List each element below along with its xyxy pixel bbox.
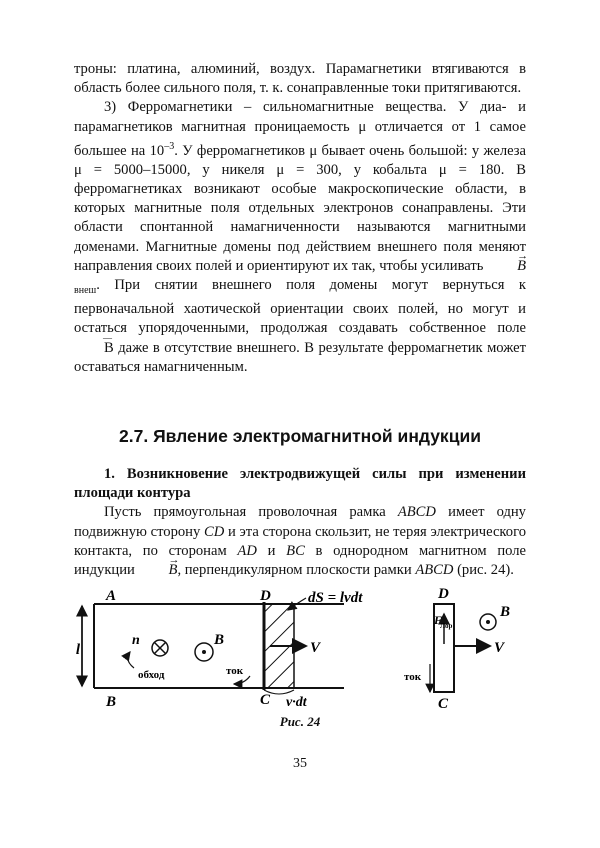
figure-caption: Рис. 24 [279, 714, 321, 729]
obhod-label: обход [138, 669, 165, 681]
n-label: n [132, 633, 140, 648]
vdt-label: v·dt [286, 695, 307, 710]
label-a: A [106, 588, 117, 604]
v-label: V [310, 640, 321, 656]
right-v-label: V [494, 640, 505, 656]
paragraph-2: 3) Ферромагнетики – сильномагнитные вещества. У диа- и парамагнетиков магнитная проницаемость μ отличается от 1 самое большее на $10^{-3}$. У ферромагнетиков μ бывает очень большой: у железа μ = 5000–15000, у никеля μ = 300, у кобальта μ = 180. В ферромагнетиках возникают особые макроскопические области, в которых магнитные поля отдельных электронов сонаправлены. Эти области спонтанной намагниченности называются магнитными доменами. Магнитные домены под действием внешнего поля меняют направления своих полей и ориентируют их так, чтобы усиливать → $B_{внеш}$. При снятии внешнего поля домены могут вернуться к первоначальной хаотической ориентации своих полей, но могут и остаться упорядоченными, продолжая создавать собственное поле — B даже в отсутствие внешнего. В результате ферромагнетик может оставаться намагниченным. [74, 98, 526, 377]
b-vector: → B [487, 257, 526, 276]
exponent: –3 [164, 140, 175, 152]
b-vector-2: — B [74, 339, 114, 358]
section-title: 2.7. Явление электромагнитной индукции [119, 426, 481, 446]
figure-24 [74, 584, 534, 714]
text-block-bottom [74, 465, 526, 580]
label-c: C [260, 692, 271, 708]
label-b: B [106, 694, 117, 710]
b-subscript: внеш [74, 285, 97, 296]
page-number: 35 [293, 756, 307, 771]
right-label-c: C [438, 696, 449, 712]
ds-label: dS = lvdt [308, 590, 363, 606]
paragraph-3: Пусть прямоугольная проволочная рамка ABCD имеет одну подвижную сторону CD и эта сторона скользит, не теряя электрического контакта, по сторонам AD и BC в однородном магнитном поле индукции → B, перпендикулярном плоскости рамки ABCD (рис. 24). [74, 503, 526, 580]
b-vector-3: → B [139, 561, 178, 580]
text-block-top [74, 60, 526, 377]
label-d: D [260, 588, 271, 604]
f-label: F [434, 613, 443, 627]
right-tok-label: ток [404, 671, 422, 683]
f-subscript: Лор [440, 622, 453, 630]
paragraph-1: троны: платина, алюминий, воздух. Парамагнетики втягиваются в область более сильного поля, т. к. сонаправленные токи притягиваются. [74, 61, 526, 97]
subsection-title: 1. Возникновение электродвижущей силы при изменении площади контура [74, 466, 526, 502]
tok-label: ток [226, 665, 244, 677]
right-b-label: B [500, 604, 511, 620]
label-l: l [75, 642, 80, 658]
b-label: B [214, 632, 225, 648]
right-label-d: D [438, 586, 449, 602]
